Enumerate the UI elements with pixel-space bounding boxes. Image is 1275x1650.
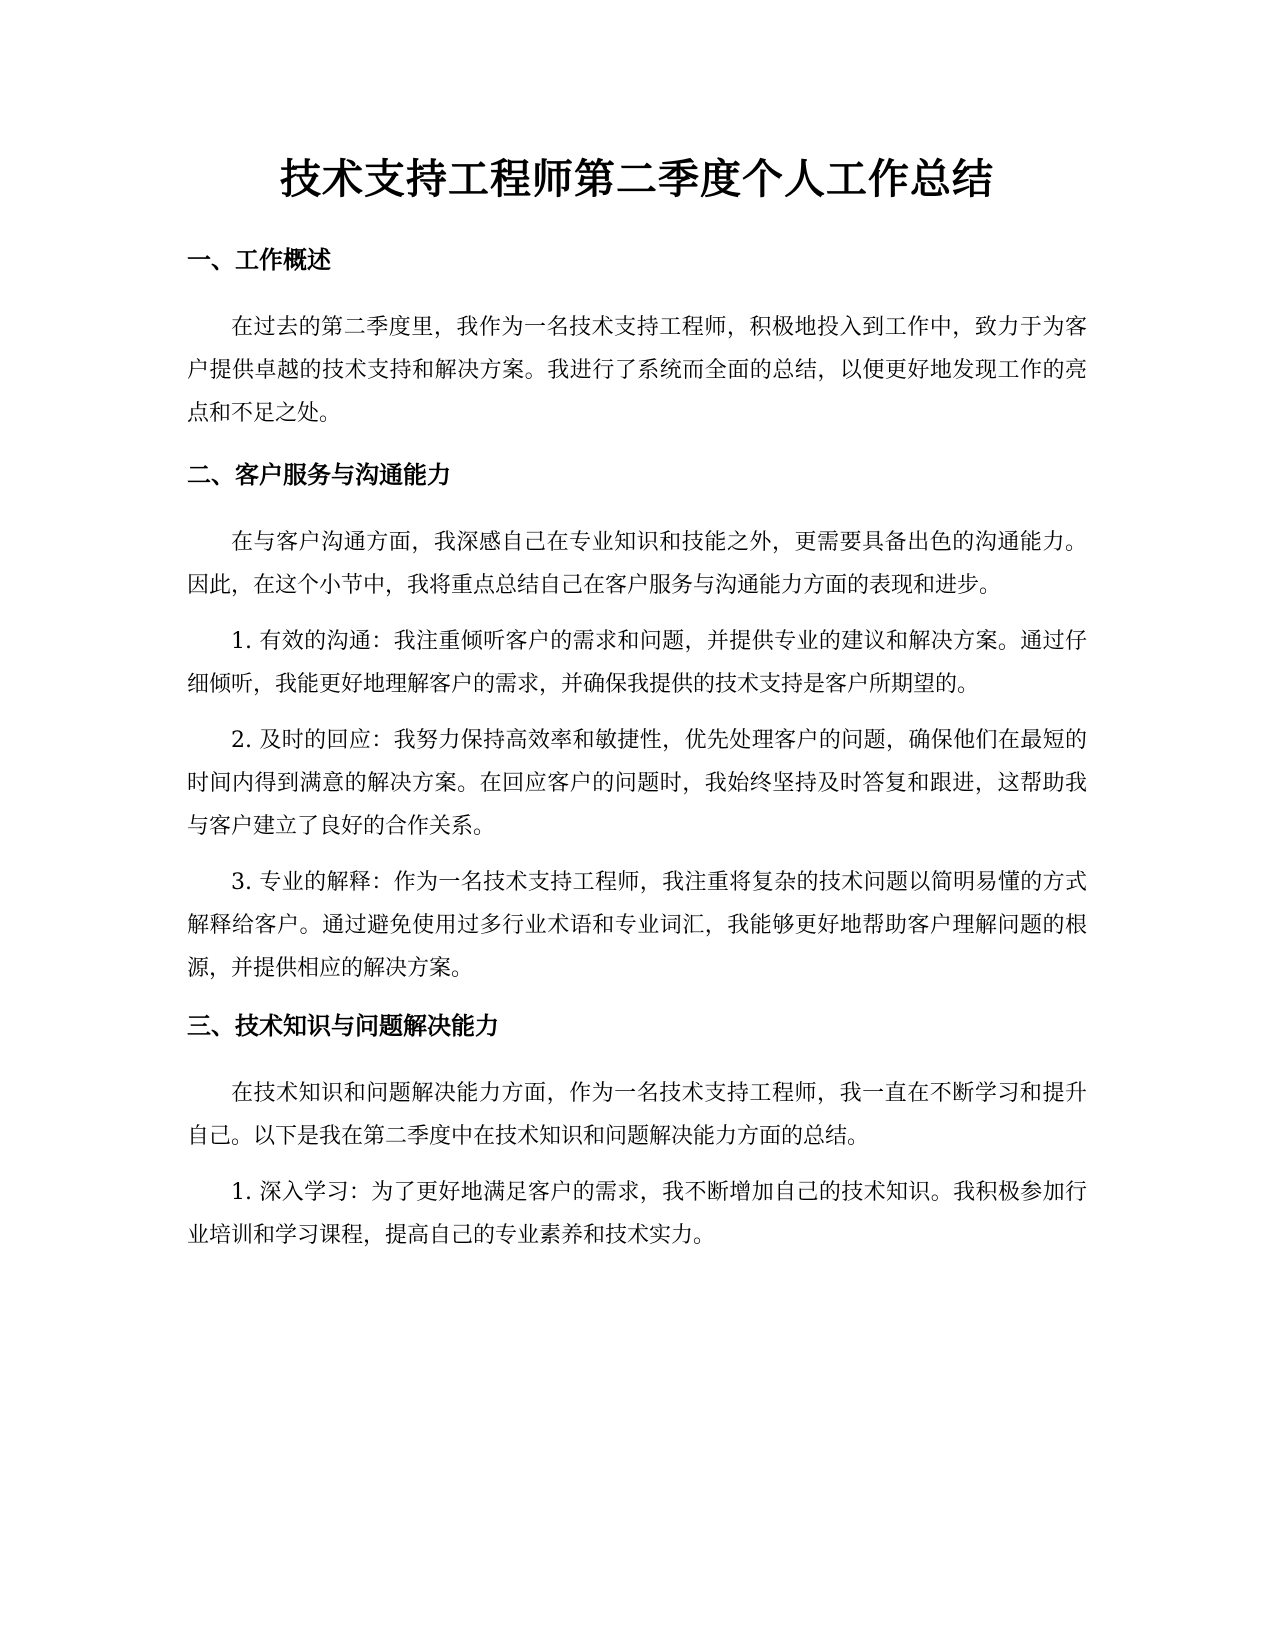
section-heading-technical-knowledge: 三、技术知识与问题解决能力 — [187, 1012, 499, 1040]
document-title: 技术支持工程师第二季度个人工作总结 — [280, 155, 994, 203]
paragraph: 在技术知识和问题解决能力方面，作为一名技术支持工程师，我一直在不断学习和提升自己。以下是我在第二季度中在技术知识和问题解决能力方面的总结。 — [187, 1081, 1087, 1149]
list-paragraph-effective-communication: 1. 有效的沟通：我注重倾听客户的需求和问题，并提供专业的建议和解决方案。通过仔细倾听，我能更好地理解客户的需求，并确保我提供的技术支持是客户所期望的。 — [187, 629, 1087, 697]
section-heading-overview: 一、工作概述 — [187, 246, 331, 274]
list-paragraph-deep-learning: 1. 深入学习：为了更好地满足客户的需求，我不断增加自己的技术知识。我积极参加行业培训和学习课程，提高自己的专业素养和技术实力。 — [187, 1180, 1087, 1248]
list-paragraph-timely-response: 2. 及时的回应：我努力保持高效率和敏捷性，优先处理客户的问题，确保他们在最短的时间内得到满意的解决方案。在回应客户的问题时，我始终坚持及时答复和跟进，这帮助我与客户建立了良好的合作关系。 — [187, 728, 1087, 839]
paragraph: 在与客户沟通方面，我深感自己在专业知识和技能之外，更需要具备出色的沟通能力。因此，在这个小节中，我将重点总结自己在客户服务与沟通能力方面的表现和进步。 — [187, 530, 1087, 598]
section-heading-customer-service: 二、客户服务与沟通能力 — [187, 461, 451, 489]
document-body — [187, 150, 1087, 1257]
paragraph: 在过去的第二季度里，我作为一名技术支持工程师，积极地投入到工作中，致力于为客户提供卓越的技术支持和解决方案。我进行了系统而全面的总结，以便更好地发现工作的亮点和不足之处。 — [187, 315, 1087, 426]
list-paragraph-professional-explanation: 3. 专业的解释：作为一名技术支持工程师，我注重将复杂的技术问题以简明易懂的方式解释给客户。通过避免使用过多行业术语和专业词汇，我能够更好地帮助客户理解问题的根源，并提供相应的解决方案。 — [187, 870, 1087, 981]
